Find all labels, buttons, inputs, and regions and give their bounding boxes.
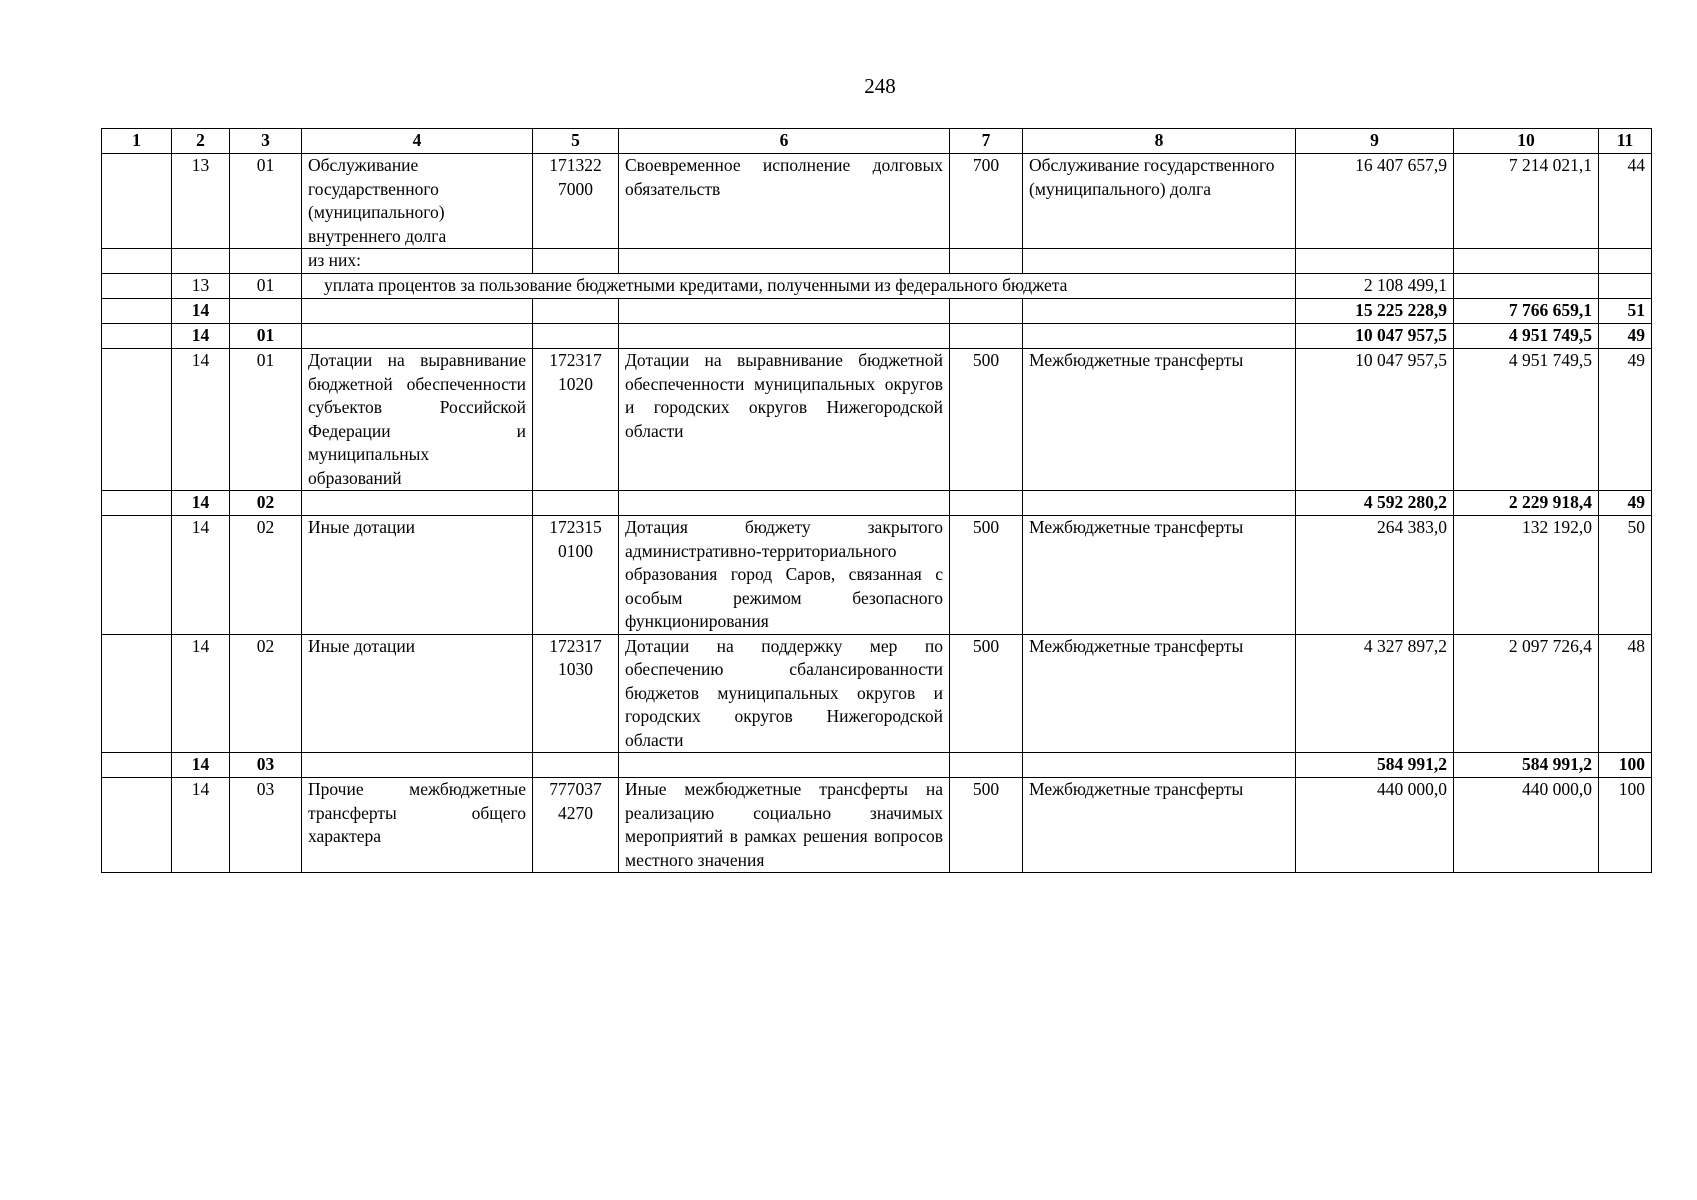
percent-total-cell: 49 — [1599, 324, 1652, 349]
target-article-cell: 172317 1030 — [533, 634, 619, 753]
target-article-cell: 171322 7000 — [533, 154, 619, 249]
empty-cell — [1454, 249, 1599, 274]
empty-cell — [1023, 753, 1296, 778]
empty-cell — [102, 634, 172, 753]
description-cell: Своевременное исполнение долговых обязательств — [619, 154, 950, 249]
expense-type-cell: Межбюджетные трансферты — [1023, 349, 1296, 491]
percent-cell: 44 — [1599, 154, 1652, 249]
plan-total-cell: 4 592 280,2 — [1296, 491, 1454, 516]
subsection-code-cell: 01 — [230, 324, 302, 349]
section-code-cell: 13 — [172, 274, 230, 299]
table-row — [102, 154, 1652, 249]
description-cell: Дотации на выравнивание бюджетной обеспеченности муниципальных округов и городских округов Нижегородской области — [619, 349, 950, 491]
subtotal-row — [102, 324, 1652, 349]
header-cell: 6 — [619, 129, 950, 154]
empty-cell — [533, 491, 619, 516]
percent-total-cell: 100 — [1599, 753, 1652, 778]
section-code-cell: 14 — [172, 299, 230, 324]
table-row — [102, 634, 1652, 753]
target-article-cell: 172315 0100 — [533, 516, 619, 635]
header-cell: 5 — [533, 129, 619, 154]
header-cell: 7 — [950, 129, 1023, 154]
section-code-cell: 14 — [172, 634, 230, 753]
empty-cell — [950, 324, 1023, 349]
header-cell: 1 — [102, 129, 172, 154]
empty-cell — [102, 753, 172, 778]
plan-amount-cell: 264 383,0 — [1296, 516, 1454, 635]
percent-cell: 49 — [1599, 349, 1652, 491]
subtotal-row — [102, 299, 1652, 324]
plan-amount-cell: 10 047 957,5 — [1296, 349, 1454, 491]
empty-cell — [619, 324, 950, 349]
empty-cell — [950, 491, 1023, 516]
description-cell: Дотация бюджету закрытого административно-территориального образования город Саров, связанная с особым режимом безопасного функционирования — [619, 516, 950, 635]
percent-cell: 48 — [1599, 634, 1652, 753]
note-cell: из них: — [302, 249, 533, 274]
section-code-cell: 14 — [172, 516, 230, 635]
empty-cell — [1599, 274, 1652, 299]
target-article-cell: 777037 4270 — [533, 778, 619, 873]
expense-type-cell: Межбюджетные трансферты — [1023, 778, 1296, 873]
empty-cell — [1296, 249, 1454, 274]
empty-cell — [533, 324, 619, 349]
empty-cell — [302, 753, 533, 778]
actual-total-cell: 4 951 749,5 — [1454, 324, 1599, 349]
program-name-cell: Иные дотации — [302, 634, 533, 753]
subsection-code-cell: 02 — [230, 516, 302, 635]
expense-type-code-cell: 700 — [950, 154, 1023, 249]
section-code-cell: 13 — [172, 154, 230, 249]
program-name-cell: Обслуживание государственного (муниципального) внутреннего долга — [302, 154, 533, 249]
section-code-cell: 14 — [172, 778, 230, 873]
empty-cell — [1023, 249, 1296, 274]
percent-total-cell: 49 — [1599, 491, 1652, 516]
empty-cell — [619, 249, 950, 274]
header-cell: 2 — [172, 129, 230, 154]
plan-total-cell: 15 225 228,9 — [1296, 299, 1454, 324]
empty-cell — [950, 753, 1023, 778]
empty-cell — [102, 349, 172, 491]
header-cell: 4 — [302, 129, 533, 154]
section-code-cell: 14 — [172, 491, 230, 516]
section-code-cell: 14 — [172, 753, 230, 778]
actual-amount-cell: 440 000,0 — [1454, 778, 1599, 873]
empty-cell — [1454, 274, 1599, 299]
empty-cell — [102, 491, 172, 516]
expense-type-cell: Межбюджетные трансферты — [1023, 516, 1296, 635]
empty-cell — [302, 324, 533, 349]
actual-amount-cell: 4 951 749,5 — [1454, 349, 1599, 491]
empty-cell — [102, 516, 172, 635]
percent-total-cell: 51 — [1599, 299, 1652, 324]
empty-cell — [533, 299, 619, 324]
program-name-cell: Иные дотации — [302, 516, 533, 635]
description-cell: Дотации на поддержку мер по обеспечению сбалансированности бюджетов муниципальных округов и городских округов Нижегородской области — [619, 634, 950, 753]
empty-cell — [950, 249, 1023, 274]
expense-type-code-cell: 500 — [950, 349, 1023, 491]
plan-amount-cell: 2 108 499,1 — [1296, 274, 1454, 299]
empty-cell — [302, 299, 533, 324]
empty-cell — [619, 491, 950, 516]
empty-cell — [533, 753, 619, 778]
empty-cell — [102, 778, 172, 873]
table-row — [102, 349, 1652, 491]
empty-cell — [1023, 324, 1296, 349]
empty-cell — [230, 249, 302, 274]
expense-type-code-cell: 500 — [950, 778, 1023, 873]
actual-amount-cell: 7 214 021,1 — [1454, 154, 1599, 249]
plan-amount-cell: 16 407 657,9 — [1296, 154, 1454, 249]
empty-cell — [1023, 491, 1296, 516]
subsection-code-cell: 03 — [230, 753, 302, 778]
empty-cell — [950, 299, 1023, 324]
expense-type-code-cell: 500 — [950, 634, 1023, 753]
detail-text-cell: уплата процентов за пользование бюджетными кредитами, полученными из федерального бюджета — [302, 274, 1296, 299]
subsection-code-cell: 01 — [230, 349, 302, 491]
header-cell: 10 — [1454, 129, 1599, 154]
subsection-code-cell — [230, 299, 302, 324]
section-code-cell: 14 — [172, 324, 230, 349]
actual-total-cell: 2 229 918,4 — [1454, 491, 1599, 516]
expense-type-code-cell: 500 — [950, 516, 1023, 635]
actual-amount-cell: 2 097 726,4 — [1454, 634, 1599, 753]
empty-cell — [533, 249, 619, 274]
empty-cell — [102, 299, 172, 324]
section-code-cell: 14 — [172, 349, 230, 491]
budget-table — [101, 128, 1652, 873]
subtotal-row — [102, 491, 1652, 516]
subsection-code-cell: 02 — [230, 634, 302, 753]
plan-total-cell: 584 991,2 — [1296, 753, 1454, 778]
empty-cell — [619, 753, 950, 778]
page-number: 248 — [864, 74, 896, 98]
actual-total-cell: 7 766 659,1 — [1454, 299, 1599, 324]
program-name-cell: Дотации на выравнивание бюджетной обеспеченности субъектов Российской Федерации и муниципальных образований — [302, 349, 533, 491]
actual-amount-cell: 132 192,0 — [1454, 516, 1599, 635]
note-row — [102, 249, 1652, 274]
empty-cell — [102, 324, 172, 349]
table-row — [102, 516, 1652, 635]
percent-cell: 100 — [1599, 778, 1652, 873]
target-article-cell: 172317 1020 — [533, 349, 619, 491]
empty-cell — [1599, 249, 1652, 274]
expense-type-cell: Межбюджетные трансферты — [1023, 634, 1296, 753]
empty-cell — [302, 491, 533, 516]
subsection-code-cell: 01 — [230, 154, 302, 249]
empty-cell — [1023, 299, 1296, 324]
subsection-code-cell: 02 — [230, 491, 302, 516]
header-cell: 3 — [230, 129, 302, 154]
empty-cell — [102, 154, 172, 249]
actual-total-cell: 584 991,2 — [1454, 753, 1599, 778]
subsection-code-cell: 01 — [230, 274, 302, 299]
table-header-row — [102, 129, 1652, 154]
header-cell: 11 — [1599, 129, 1652, 154]
program-name-cell: Прочие межбюджетные трансферты общего характера — [302, 778, 533, 873]
table-row — [102, 778, 1652, 873]
empty-cell — [172, 249, 230, 274]
plan-amount-cell: 4 327 897,2 — [1296, 634, 1454, 753]
header-cell: 9 — [1296, 129, 1454, 154]
expense-type-cell: Обслуживание государственного (муниципального) долга — [1023, 154, 1296, 249]
empty-cell — [619, 299, 950, 324]
plan-amount-cell: 440 000,0 — [1296, 778, 1454, 873]
description-cell: Иные межбюджетные трансферты на реализацию социально значимых мероприятий в рамках решения вопросов местного значения — [619, 778, 950, 873]
empty-cell — [102, 274, 172, 299]
detail-row — [102, 274, 1652, 299]
subsection-code-cell: 03 — [230, 778, 302, 873]
percent-cell: 50 — [1599, 516, 1652, 635]
subtotal-row — [102, 753, 1652, 778]
plan-total-cell: 10 047 957,5 — [1296, 324, 1454, 349]
empty-cell — [102, 249, 172, 274]
header-cell: 8 — [1023, 129, 1296, 154]
